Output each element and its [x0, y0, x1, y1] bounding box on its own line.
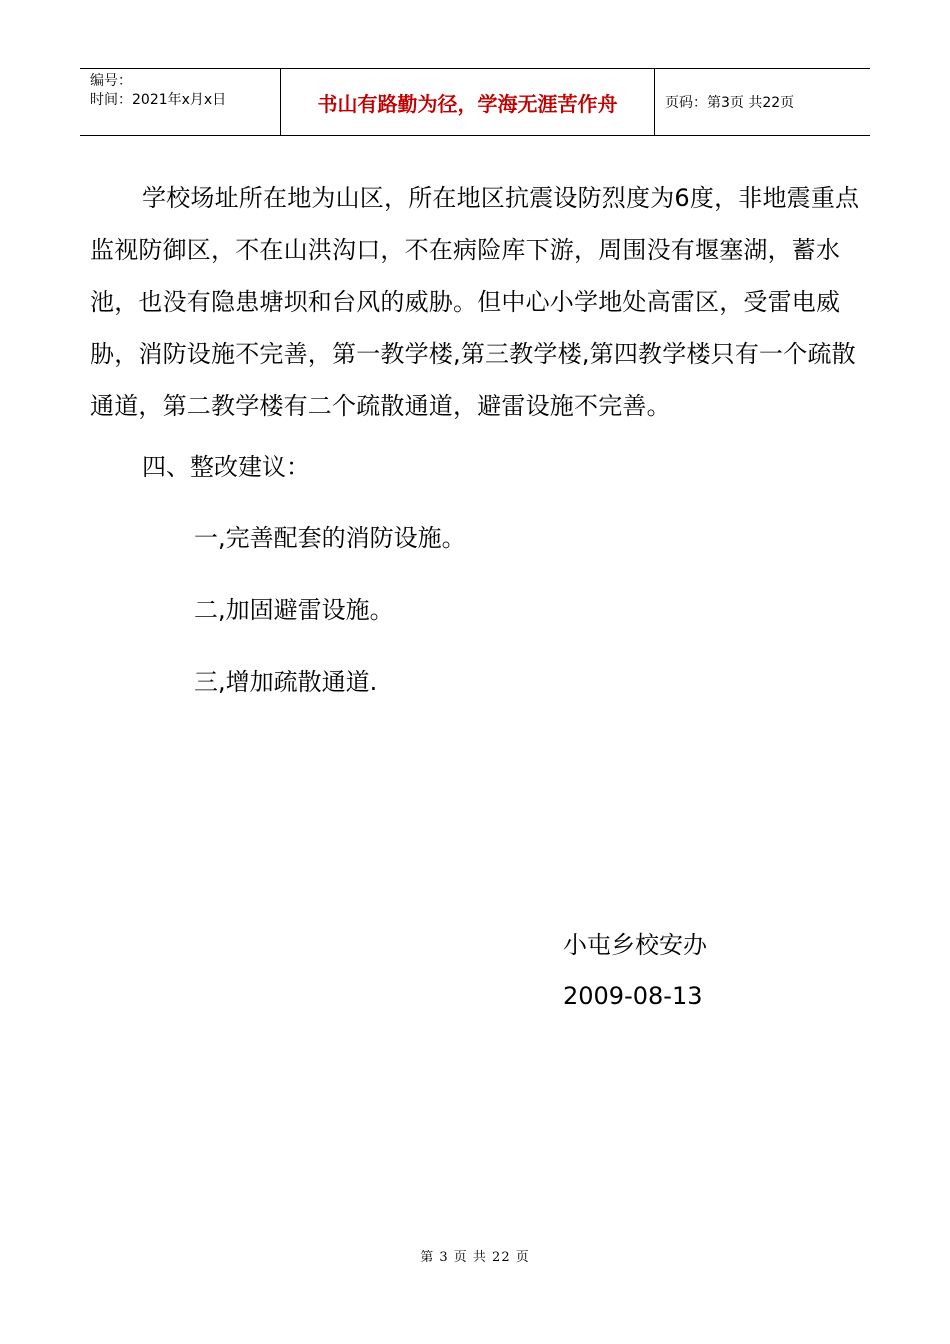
page-header: [80, 68, 870, 136]
signature-date: 2009-08-13: [563, 982, 703, 1010]
suggestion-item: 二,加固避雷设施。: [194, 596, 394, 624]
header-motto: 书山有路勤为径，学海无涯苦作舟: [281, 69, 655, 135]
page-footer: 第 3 页 共 22 页: [420, 1250, 530, 1265]
body-paragraph: 学校场址所在地为山区，所在地区抗震设防烈度为6度，非地震重点监视防御区，不在山洪沟口，不在病险库下游，周围没有堰塞湖，蓄水池，也没有隐患塘坝和台风的威胁。但中心小学地处高雷区，受雷电威胁，消防设施不完善，第一教学楼,第三教学楼,第四教学楼只有一个疏散通道，第二教学楼有二个疏散通道，避雷设施不完善。: [90, 184, 860, 420]
time-label: 时间：2021年x月x日: [90, 92, 227, 108]
header-page-info: 页码：第3页 共22页: [665, 95, 795, 111]
section-heading: 四、整改建议：: [142, 453, 310, 481]
signature-org: 小屯乡校安办: [563, 931, 707, 959]
header-meta: [80, 69, 281, 135]
number-label: 编号：: [90, 73, 132, 89]
suggestion-item: 一,完善配套的消防设施。: [194, 524, 466, 552]
suggestion-item: 三,增加疏散通道.: [194, 668, 378, 696]
